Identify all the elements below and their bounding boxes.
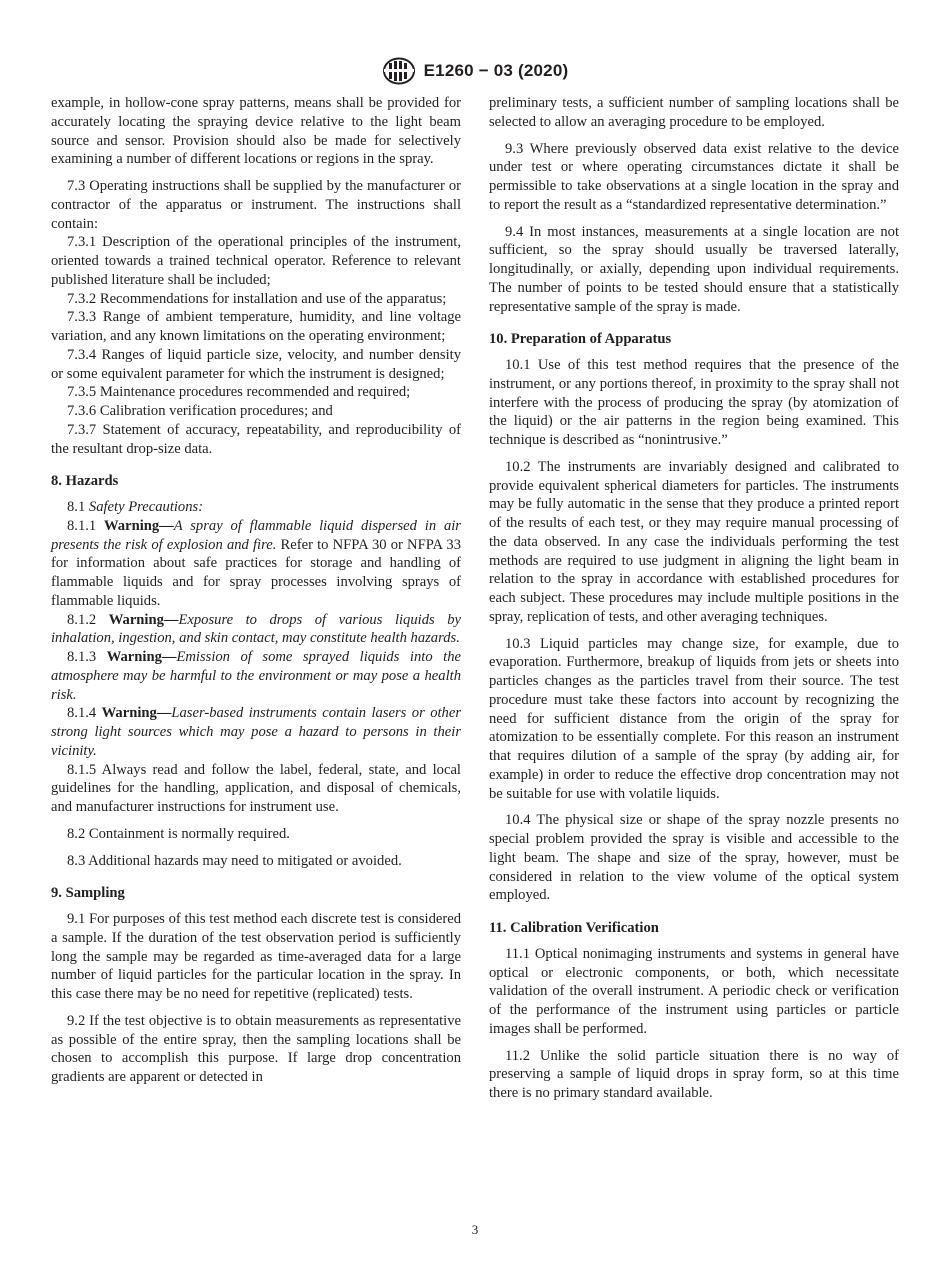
document-designation: E1260 − 03 (2020) [423,61,569,80]
section-heading-sampling: 9. Sampling [51,885,125,902]
paragraph-9-4: 9.4 In most instances, measurements at a single location are not sufficient, so the spray should usually be traversed laterally, longitudinally, or axially, depending upon individual requirements. The number of points to be tested should ensure that a statistically representative sample of the spray is made. [489,223,899,315]
paragraph-7-3: 7.3 Operating instructions shall be supplied by the manufacturer or contractor of the apparatus or instrument. The instructions shall contain: [51,178,461,232]
paragraph-8-2: 8.2 Containment is normally required. [67,825,290,842]
warning-label: Warning— [104,517,174,534]
paragraph-continued: preliminary tests, a sufficient number of sampling locations shall be selected to allow an averaging procedure to be employed. [489,95,899,130]
paragraph-10-3: 10.3 Liquid particles may change size, for example, due to evaporation. Furthermore, breakup of liquids from jets or sheets into particles changes as the particles travel from their source. The test procedure must take these factors into account by recognizing the need for sufficient distance from the origin of the spray for atomization to be essentially complete. For this reason an instrument that requires dilution of a sample of the spray (by adding air, for example) in order to reduce the effective drop concentration may not be suitable for use with volatile liquids. [489,635,899,802]
clause-number: 8.1.3 [67,649,97,665]
clause-number: 8.1.1 [67,517,97,534]
paragraph-8-1 [51,498,461,517]
warning-text: Laser-based instruments contain lasers or other strong light sources which may pose a hazard to persons in their vicinity. [51,705,461,759]
section-heading-preparation-of-apparatus: 10. Preparation of Apparatus [489,331,672,348]
paragraph-7-3-1: 7.3.1 Description of the operational principles of the instrument, oriented towards a trained technical operator. Reference to relevant published literature shall be included; [51,234,461,288]
paragraph-7-3-3: 7.3.3 Range of ambient temperature, humidity, and line voltage variation, and any known limitations on the operating environment; [51,309,461,344]
warning-text: Exposure to drops of various liquids by inhalation, ingestion, and skin contact, may constitute health hazards. [51,611,461,647]
paragraph-7-3-7: 7.3.7 Statement of accuracy, repeatability, and reproducibility of the resultant drop-size data. [51,421,461,457]
paragraph-continued: example, in hollow-cone spray patterns, means shall be provided for accurately locating the spraying device relative to the light beam source and sensor. Provision should also be made for selectively examining a number of different locations or regions in the spray. [51,95,461,168]
clause-number: 8.1.4 [67,705,97,722]
paragraph-8-1-2 [51,611,461,649]
paragraph-10-2: 10.2 The instruments are invariably designed and calibrated to provide equivalent spherical diameters for particles. The instruments may be fully automatic in the sense that they produce a printed report of the results of each test, or they may require manual processing of the data observed. In any case the individuals performing the test methods are required to use judgment in aligning the light beam in relation to the spray in accordance with established procedures for each subject. These procedures may include multiple positions in the spray, replication of tests, and other averaging techniques. [489,458,899,625]
paragraph-8-1-5: 8.1.5 Always read and follow the label, federal, state, and local guidelines for the handling, application, and disposal of chemicals, and manufacturer instructions for instrument use. [51,761,461,815]
paragraph-7-3-5: 7.3.5 Maintenance procedures recommended and required; [67,384,411,401]
section-heading-hazards: 8. Hazards [51,473,119,490]
warning-text: Emission of some sprayed liquids into the atmosphere may be harmful to the environment or may pose a health risk. [51,649,461,703]
warning-label: Warning— [101,705,172,722]
right-column [489,94,899,1103]
left-column [51,94,461,1087]
warning-text: A spray of flammable liquid dispersed in air presents the risk of explosion and fire. [51,517,461,553]
paragraph-10-1: 10.1 Use of this test method requires that the presence of the instrument, or any portions thereof, in proximity to the spray shall not interfere with the process of producing the spray (by atomization of the liquid) or the air patterns in the region being examined. This technique is described as “nonintrusive.” [489,357,899,448]
paragraph-8-3: 8.3 Additional hazards may need to mitigated or avoided. [67,852,402,869]
astm-logo-icon [382,57,416,85]
warning-label: Warning— [106,649,177,665]
section-heading-calibration-verification: 11. Calibration Verification [489,920,659,936]
clause-number: 8.1.2 [67,611,97,628]
paragraph-9-1: 9.1 For purposes of this test method each discrete test is considered a sample. If the duration of the test observation period is sufficiently long the sample may be regarded as time-averaged data for a large number of liquid particles for the particular location in the spray. In this case there may be no need for repetitive (replicated) tests. [51,911,461,1002]
paragraph-7-3-2: 7.3.2 Recommendations for installation and use of the apparatus; [67,290,447,307]
clause-text: Refer to NFPA 30 or NFPA 33 for information about safe practices for storage and handling of flammable liquids and for spray processes involving sprays of flammable liquids. [51,536,461,609]
warning-label: Warning— [108,611,179,628]
paragraph-7-3-6: 7.3.6 Calibration verification procedures; and [67,403,333,419]
clause-number: 8.1 [67,499,86,515]
clause-title: Safety Precautions: [88,499,204,515]
paragraph-10-4: 10.4 The physical size or shape of the spray nozzle presents no special problem provided the spray is visible and accessible to the light beam. The shape and size of the spray, however, must be considered in relation to the view volume of the optical system employed. [489,812,899,904]
paragraph-11-1: 11.1 Optical nonimaging instruments and systems in general have optical or electronic components, or both, which necessitate validation of the overall instrument. A periodic check or verification of the performance of the instrument using particles or particle images shall be performed. [489,945,899,1037]
page-header [0,56,950,86]
paragraph-8-1-1 [51,517,461,611]
page-number: 3 [471,1222,479,1237]
paragraph-9-3: 9.3 Where previously observed data exist relative to the device under test or where operating circumstances dictate it shall be permissible to take observations at a single location in the spray and to report the result as a “standardized representative determination.” [489,140,899,213]
paragraph-7-3-4: 7.3.4 Ranges of liquid particle size, velocity, and number density or some equivalent parameter for which the instrument is designed; [51,346,461,382]
paragraph-8-1-4 [51,704,461,760]
paragraph-9-2: 9.2 If the test objective is to obtain measurements as representative as possible of the entire spray, then the sampling locations shall be chosen to accomplish this purpose. If large drop concentration gradients are apparent or detected in [51,1012,461,1085]
paragraph-11-2: 11.2 Unlike the solid particle situation there is no way of preserving a sample of liquid drops in spray form, so at this time there is no primary standard available. [489,1047,899,1101]
paragraph-8-1-3 [51,648,461,704]
